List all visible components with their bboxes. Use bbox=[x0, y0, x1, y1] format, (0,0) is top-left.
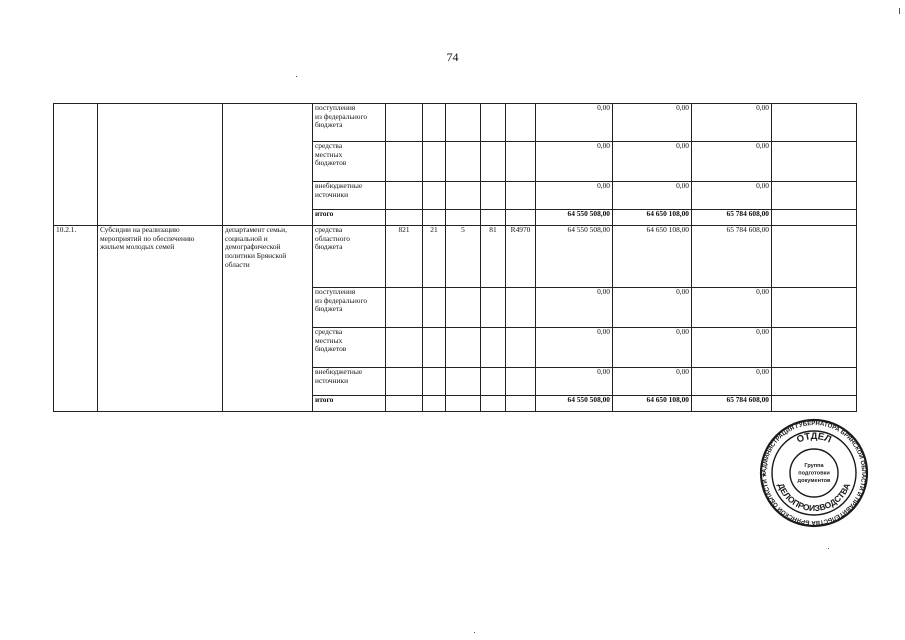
year3-amount: 0,00 bbox=[692, 368, 772, 396]
stamp-upper-arc: ОТДЕЛ bbox=[795, 430, 833, 446]
year3-amount: 0,00 bbox=[692, 328, 772, 368]
funding-source: поступления из федерального бюджета bbox=[313, 104, 386, 142]
funding-source: поступления из федерального бюджета bbox=[313, 288, 386, 328]
table-row bbox=[54, 104, 857, 142]
stamp-center-line-2: подготовки bbox=[798, 470, 830, 477]
funding-source: средства областного бюджета bbox=[313, 226, 386, 288]
year3-amount: 65 784 608,00 bbox=[692, 226, 772, 288]
item-name: Субсидии на реализацию мероприятий по обеспечению жильем молодых семей bbox=[98, 226, 223, 412]
year2-total: 64 650 108,00 bbox=[613, 396, 692, 412]
stamp-center-line-1: Группа bbox=[804, 463, 824, 469]
cont-name-cell bbox=[98, 104, 223, 226]
budget-table bbox=[53, 103, 857, 412]
cont-code-cell bbox=[54, 104, 98, 226]
year1-amount: 0,00 bbox=[536, 142, 613, 182]
year1-amount: 64 550 508,00 bbox=[536, 226, 613, 288]
year1-amount: 0,00 bbox=[536, 368, 613, 396]
stamp-outer-text: АДМИНИСТРАЦИЯ ГУБЕРНАТОРА БРЯНСКОЙ ОБЛАСТИ И ПРАВИТЕЛЬСТВА БРЯНСКОЙ ОБЛАСТИ ★ bbox=[761, 420, 867, 526]
scan-speck bbox=[828, 548, 829, 549]
official-stamp bbox=[759, 418, 869, 528]
year2-amount: 0,00 bbox=[613, 104, 692, 142]
item-code: 10.2.1. bbox=[54, 226, 98, 412]
scan-speck bbox=[899, 8, 900, 14]
year3-total: 65 784 608,00 bbox=[692, 210, 772, 226]
year1-total: 64 550 508,00 bbox=[536, 396, 613, 412]
stamp-lower-arc: ДЕЛОПРОИЗВОДСТВА bbox=[775, 481, 853, 514]
funding-source: средства местных бюджетов bbox=[313, 328, 386, 368]
funding-source: внебюджетные источники bbox=[313, 182, 386, 210]
funding-source: внебюджетные источники bbox=[313, 368, 386, 396]
year2-amount: 0,00 bbox=[613, 328, 692, 368]
scan-speck bbox=[296, 76, 297, 77]
grbs-code: 821 bbox=[386, 226, 423, 288]
year2-amount: 0,00 bbox=[613, 182, 692, 210]
csr-code-b: R4970 bbox=[506, 226, 536, 288]
year1-amount: 0,00 bbox=[536, 328, 613, 368]
funding-source: средства местных бюджетов bbox=[313, 142, 386, 182]
pr-code: 5 bbox=[446, 226, 481, 288]
year3-amount: 0,00 bbox=[692, 288, 772, 328]
year3-amount: 0,00 bbox=[692, 142, 772, 182]
year2-amount: 0,00 bbox=[613, 368, 692, 396]
year1-amount: 0,00 bbox=[536, 182, 613, 210]
rz-code: 21 bbox=[423, 226, 446, 288]
year2-amount: 0,00 bbox=[613, 142, 692, 182]
year1-total: 64 550 508,00 bbox=[536, 210, 613, 226]
year3-total: 65 784 608,00 bbox=[692, 396, 772, 412]
year2-amount: 0,00 bbox=[613, 288, 692, 328]
year2-amount: 64 650 108,00 bbox=[613, 226, 692, 288]
csr-code-a: 81 bbox=[481, 226, 506, 288]
funding-source: итого bbox=[313, 210, 386, 226]
item-executor: департамент семьи, социальной и демографической политики Брянской области bbox=[223, 226, 313, 412]
year2-total: 64 650 108,00 bbox=[613, 210, 692, 226]
funding-source: итого bbox=[313, 396, 386, 412]
page-number: 74 bbox=[446, 50, 459, 64]
year1-amount: 0,00 bbox=[536, 288, 613, 328]
table-row bbox=[54, 226, 857, 288]
stamp-center-line-3: документов bbox=[797, 478, 831, 484]
year3-amount: 0,00 bbox=[692, 104, 772, 142]
cont-executor-cell bbox=[223, 104, 313, 226]
year1-amount: 0,00 bbox=[536, 104, 613, 142]
scan-speck bbox=[474, 632, 475, 633]
year3-amount: 0,00 bbox=[692, 182, 772, 210]
